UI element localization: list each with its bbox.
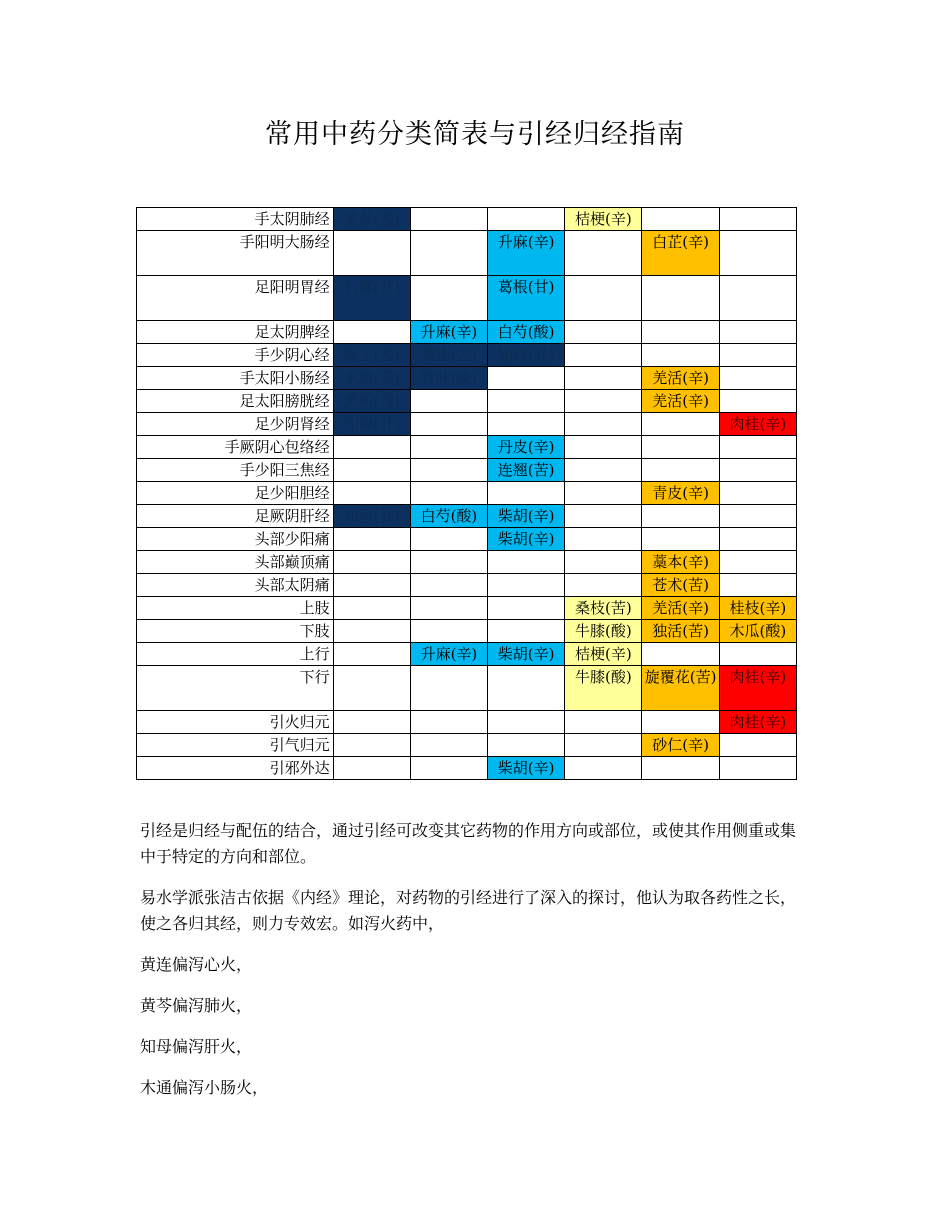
herb-cell [565,757,642,780]
herb-cell [719,367,796,390]
herb-cell: 肉桂(辛) [719,413,796,436]
row-label: 上肢 [137,597,334,620]
herb-cell: 白芷(辛) [642,231,719,276]
herb-cell [333,597,410,620]
herb-cell [410,597,487,620]
herb-cell: 葛根(甘) [488,276,565,321]
herb-cell [410,620,487,643]
herb-cell [565,436,642,459]
herb-cell [719,734,796,757]
herb-cell [333,757,410,780]
herb-cell: 旋覆花(苦) [642,666,719,711]
body-text [140,818,810,1116]
herb-cell [642,321,719,344]
herb-cell [488,390,565,413]
herb-cell [719,231,796,276]
row-label: 足太阴脾经 [137,321,334,344]
paragraph: 引经是归经与配伍的结合，通过引经可改变其它药物的作用方向或部位，或使其作用侧重或集中于特定的方向和部位。 [140,821,797,866]
table-row [137,528,797,551]
row-label: 手太阳小肠经 [137,367,334,390]
table-row [137,459,797,482]
herb-cell [488,482,565,505]
herb-cell: 羌活(辛) [642,597,719,620]
herb-cell [565,344,642,367]
herb-cell: 砂仁(辛) [642,734,719,757]
paragraph: 黄芩偏泻肺火， [140,996,253,1015]
table-row [137,505,797,528]
herb-cell: 柴胡(辛) [488,643,565,666]
herb-cell [410,276,487,321]
herb-cell [642,757,719,780]
row-label: 手厥阴心包络经 [137,436,334,459]
herb-cell [719,643,796,666]
herb-cell [410,528,487,551]
herb-cell: 羌活(辛) [642,390,719,413]
herb-cell: 肉桂(辛) [719,666,796,711]
herb-cell [565,528,642,551]
herb-cell [410,711,487,734]
herb-cell: 独活(苦) [642,620,719,643]
herb-cell [565,505,642,528]
table-row [137,367,797,390]
page-title: 常用中药分类简表与引经归经指南 [265,119,685,150]
table-row [137,276,797,321]
herb-cell [565,276,642,321]
herb-cell: 柴胡(辛) [488,757,565,780]
herb-cell [410,390,487,413]
table-row [137,597,797,620]
paragraph: 木通偏泻小肠火， [140,1078,269,1097]
herb-cell [488,367,565,390]
herb-cell [333,321,410,344]
row-label: 头部太阴痛 [137,574,334,597]
herb-cell: 肉桂(辛) [719,711,796,734]
herb-cell [488,413,565,436]
herb-cell [488,666,565,711]
table-row [137,734,797,757]
herb-cell [488,711,565,734]
herb-cell: 青皮(辛) [642,482,719,505]
row-label: 足厥阴肝经 [137,505,334,528]
herb-cell: 桔梗(辛) [565,208,642,231]
herb-cell [642,276,719,321]
herb-cell [333,436,410,459]
table-row [137,344,797,367]
herb-cell [410,666,487,711]
herb-cell [333,482,410,505]
table-row [137,436,797,459]
herb-cell [488,597,565,620]
herb-cell: 知母(甘) [333,505,410,528]
herb-cell [642,528,719,551]
herb-cell [565,321,642,344]
row-label: 手少阴心经 [137,344,334,367]
herb-cell [565,231,642,276]
herb-cell: 柴胡(辛) [488,528,565,551]
paragraph: 易水学派张洁古依据《内经》理论，对药物的引经进行了深入的探讨，他认为取各药性之长，使之各归其经，则力专效宏。如泻火药中， [140,888,797,933]
row-label: 引火归元 [137,711,334,734]
table-row [137,711,797,734]
herb-cell [642,505,719,528]
herb-cell: 丹皮(辛) [488,436,565,459]
row-label: 引气归元 [137,734,334,757]
row-label: 足太阳膀胱经 [137,390,334,413]
row-label: 头部巅顶痛 [137,551,334,574]
table-row [137,643,797,666]
herb-cell: 木瓜(酸) [719,620,796,643]
herb-cell [565,482,642,505]
herb-cell [642,413,719,436]
herb-cell [719,505,796,528]
herb-cell: 牛膝(酸) [565,620,642,643]
table-row [137,413,797,436]
table-row [137,574,797,597]
herb-cell [565,459,642,482]
herb-cell [719,276,796,321]
herb-cell [565,551,642,574]
herb-cell [410,208,487,231]
herb-cell: 栀子(苦) [333,344,410,367]
paragraph: 知母偏泻肝火， [140,1037,253,1056]
herb-cell: 黄连(苦) [410,344,487,367]
herb-cell [488,551,565,574]
table-row [137,666,797,711]
herb-cell [410,574,487,597]
herb-cell [719,757,796,780]
herb-cell [642,208,719,231]
herb-cell: 黄芩(苦) [333,208,410,231]
herb-cell [565,390,642,413]
herb-cell: 桔梗(辛) [565,643,642,666]
herb-meridian-table [136,207,797,780]
herb-cell: 牛膝(酸) [565,666,642,711]
herb-cell [410,757,487,780]
herb-cell [565,413,642,436]
table-row [137,390,797,413]
row-label: 头部少阳痛 [137,528,334,551]
herb-cell [333,643,410,666]
row-label: 手太阴肺经 [137,208,334,231]
herb-cell: 连翘(苦) [488,459,565,482]
herb-cell: 升麻(辛) [488,231,565,276]
herb-cell [333,528,410,551]
herb-cell [488,620,565,643]
herb-cell [565,574,642,597]
herb-cell [333,551,410,574]
herb-cell [565,734,642,757]
herb-cell: 石膏(甘) [333,276,410,321]
herb-cell [719,551,796,574]
row-label: 足少阴肾经 [137,413,334,436]
herb-cell: 柴胡(辛) [488,505,565,528]
herb-cell [642,643,719,666]
table-row [137,757,797,780]
herb-cell [410,734,487,757]
herb-cell [410,413,487,436]
herb-cell [719,208,796,231]
table-row [137,551,797,574]
herb-cell [719,574,796,597]
herb-cell: 白芍(酸) [488,321,565,344]
herb-cell [333,620,410,643]
herb-cell: 升麻(辛) [410,643,487,666]
herb-cell [642,711,719,734]
herb-cell [719,482,796,505]
herb-cell [333,231,410,276]
table-row [137,231,797,276]
herb-cell [565,711,642,734]
herb-cell [333,459,410,482]
herb-cell [719,344,796,367]
herb-cell [719,436,796,459]
table-row [137,208,797,231]
herb-cell: 藁本(辛) [642,551,719,574]
row-label: 手阳明大肠经 [137,231,334,276]
herb-cell: 升麻(辛) [410,321,487,344]
herb-cell [719,390,796,413]
herb-cell [410,482,487,505]
herb-cell: 苍术(苦) [642,574,719,597]
herb-cell [488,574,565,597]
row-label: 足阳明胃经 [137,276,334,321]
herb-cell [642,459,719,482]
herb-cell: 知母(甘) [488,344,565,367]
herb-cell [410,459,487,482]
herb-cell: 竹叶(淡) [410,367,487,390]
table-row [137,482,797,505]
table-row [137,620,797,643]
herb-cell [565,367,642,390]
herb-cell: 桑枝(苦) [565,597,642,620]
herb-cell [488,734,565,757]
herb-cell [410,231,487,276]
herb-cell [642,344,719,367]
row-label: 下行 [137,666,334,711]
herb-cell: 木通(苦) [333,367,410,390]
row-label: 足少阳胆经 [137,482,334,505]
paragraph: 黄连偏泻心火， [140,955,253,974]
herb-cell [333,574,410,597]
row-label: 手少阳三焦经 [137,459,334,482]
herb-cell [488,208,565,231]
row-label: 下肢 [137,620,334,643]
herb-cell: 黄柏(苦) [333,390,410,413]
herb-cell: 羌活(辛) [642,367,719,390]
herb-cell: 白芍(酸) [410,505,487,528]
herb-cell [333,734,410,757]
row-label: 上行 [137,643,334,666]
herb-cell: 知母(甘) [333,413,410,436]
herb-cell [719,528,796,551]
herb-cell [333,711,410,734]
row-label: 引邪外达 [137,757,334,780]
herb-cell [642,436,719,459]
herb-cell [719,459,796,482]
herb-cell [333,666,410,711]
herb-cell: 桂枝(辛) [719,597,796,620]
herb-cell [410,436,487,459]
herb-cell [410,551,487,574]
herb-cell [719,321,796,344]
table-row [137,321,797,344]
